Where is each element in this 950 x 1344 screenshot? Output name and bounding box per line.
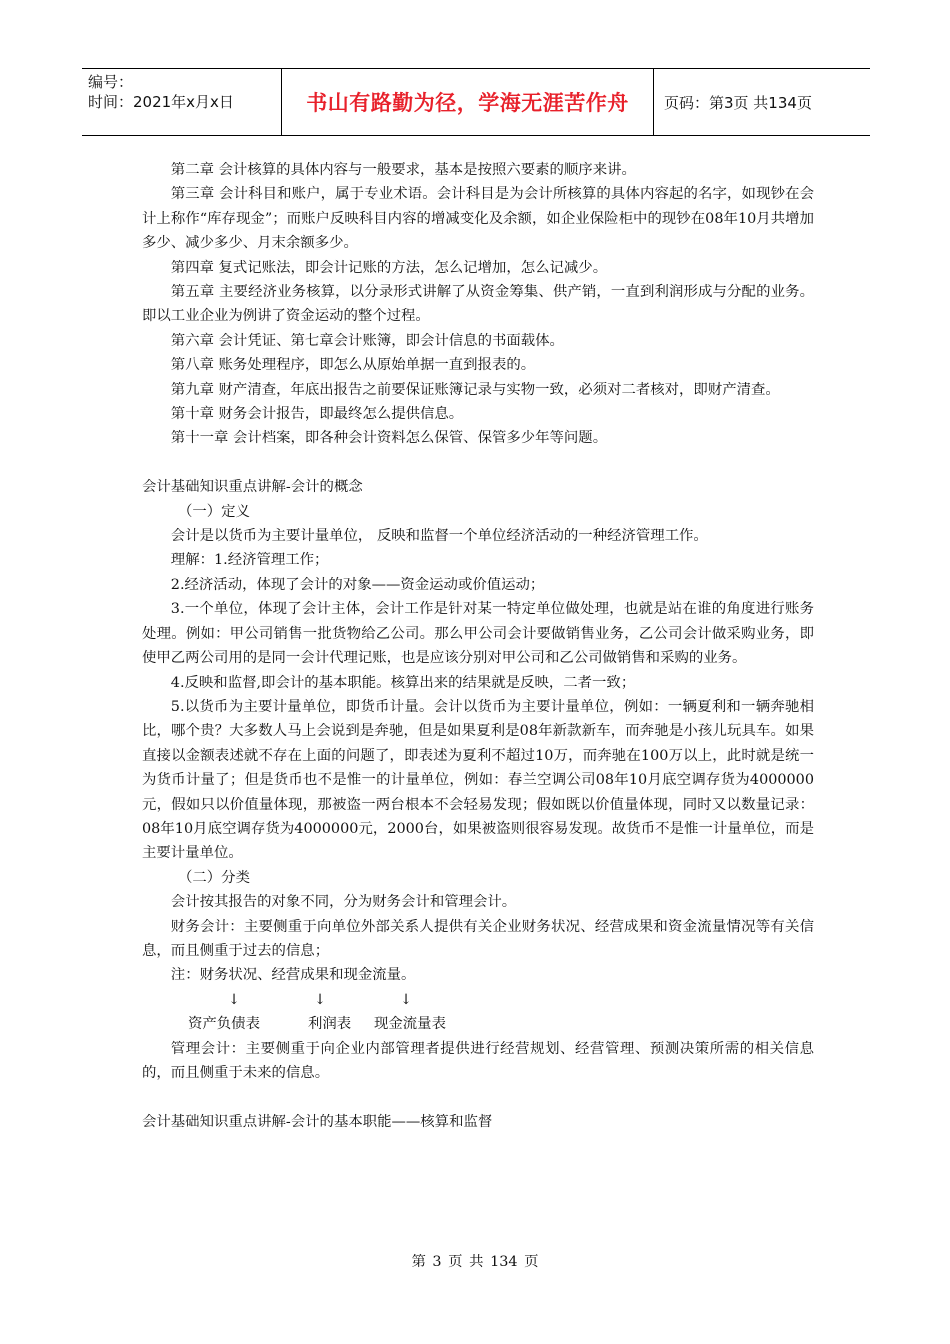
chapter-4: 第四章 复式记账法，即会计记账的方法，怎么记增加，怎么记减少。 <box>170 259 608 276</box>
chapter-3: 第三章 会计科目和账户，属于专业术语。会计科目是为会计所核算的具体内容起的名字，如现钞在会计上称作“库存现金”；而账户反映科目内容的增减变化及余额，如企业保险柜中的现钞在08年10月共增加多少、减少多少、月末余额多少。 <box>142 186 814 252</box>
page-footer: 第 3 页 共 134 页 <box>411 1254 539 1270</box>
document-body <box>142 158 814 1134</box>
header-page-info: 页码：第3页 共134页 <box>664 93 812 112</box>
chapter-11: 第十一章 会计档案，即各种会计资料怎么保管、保管多少年等问题。 <box>170 430 608 447</box>
subsection-definition: （一）定义 <box>178 503 250 520</box>
header-motto: 书山有路勤为径，学海无涯苦作舟 <box>282 69 654 135</box>
chapter-5: 第五章 主要经济业务核算，以分录形式讲解了从资金筹集、供产销，一直到利润形成与分配的业务。即以工业企业为例讲了资金运动的整个过程。 <box>142 284 814 325</box>
header-meta-cell <box>82 69 282 135</box>
point-4: 4.反映和监督,即会计的基本职能。核算出来的结果就是反映，二者一致； <box>170 674 636 691</box>
statement-income: 利润表 <box>308 1016 352 1033</box>
statement-row <box>142 1012 814 1036</box>
section-title-functions: 会计基础知识重点讲解-会计的基本职能——核算和监督 <box>142 1113 493 1130</box>
chapter-6-7: 第六章 会计凭证、第七章会计账簿，即会计信息的书面载体。 <box>170 332 564 349</box>
doc-time-label: 时间：2021年x月x日 <box>88 93 234 111</box>
financial-accounting-text: 财务会计：主要侧重于向单位外部关系人提供有关企业财务状况、经营成果和资金流量情况等有关信息，而且侧重于过去的信息； <box>142 918 814 959</box>
definition-text: 会计是以货币为主要计量单位， 反映和监督一个单位经济活动的一种经济管理工作。 <box>170 528 708 545</box>
chapter-10: 第十章 财务会计报告，即最终怎么提供信息。 <box>170 406 464 423</box>
point-5: 5.以货币为主要计量单位，即货币计量。会计以货币为主要计量单位，例如：一辆夏利和一辆奔驰相比，哪个贵？大多数人马上会说到是奔驰，但是如果夏利是08年新款新车，而奔驰是小孩儿玩具车。如果直接以金额表述就不存在上面的问题了，即表述为夏利不超过10万，而奔驰在100万以上，此时就是统一为货币计量了；但是货币也不是惟一的计量单位，例如：春兰空调公司08年10月底空调存货为4000000元，假如只以价值量体现，那被盗一两台根本不会轻易发现；假如既以价值量体现，同时又以数量记录：08年10月底空调存货为4000000元，2000台，如果被盗则很容易发现。故货币不是惟一计量单位，而是主要计量单位。 <box>142 698 814 862</box>
management-accounting-text: 管理会计：主要侧重于向企业内部管理者提供进行经营规划、经营管理、预测决策所需的相关信息的，而且侧重于未来的信息。 <box>142 1040 814 1081</box>
doc-code-label: 编号： <box>88 73 134 91</box>
down-arrow-icon: ↓ <box>228 991 241 1008</box>
point-3: 3.一个单位，体现了会计主体，会计工作是针对某一特定单位做处理，也就是站在谁的角度进行账务处理。例如：甲公司销售一批货物给乙公司。那么甲公司会计要做销售业务，乙公司会计做采购业务，即使甲乙两公司用的是同一会计代理记账，也是应该分别对甲公司和乙公司做销售和采购的业务。 <box>142 601 814 667</box>
statement-cash-flow: 现金流量表 <box>374 1016 446 1033</box>
down-arrow-icon: ↓ <box>314 991 327 1008</box>
arrow-row <box>142 988 814 1012</box>
down-arrow-icon: ↓ <box>400 991 413 1008</box>
point-1: 理解：1.经济管理工作； <box>170 552 329 569</box>
page-header <box>82 68 870 136</box>
chapter-2: 第二章 会计核算的具体内容与一般要求，基本是按照六要素的顺序来讲。 <box>170 162 636 178</box>
note-text: 注：财务状况、经营成果和现金流量。 <box>170 967 416 984</box>
section-title-concept: 会计基础知识重点讲解-会计的概念 <box>142 479 363 496</box>
point-2: 2.经济活动，体现了会计的对象——资金运动或价值运动； <box>170 576 545 593</box>
chapter-9: 第九章 财产清查，年底出报告之前要保证账簿记录与实物一致，必须对二者核对，即财产清查。 <box>170 381 780 398</box>
classification-text: 会计按其报告的对象不同，分为财务会计和管理会计。 <box>170 894 517 911</box>
statement-balance-sheet: 资产负债表 <box>188 1016 260 1033</box>
chapter-8: 第八章 账务处理程序，即怎么从原始单据一直到报表的。 <box>170 357 536 374</box>
subsection-classification: （二）分类 <box>178 869 250 886</box>
